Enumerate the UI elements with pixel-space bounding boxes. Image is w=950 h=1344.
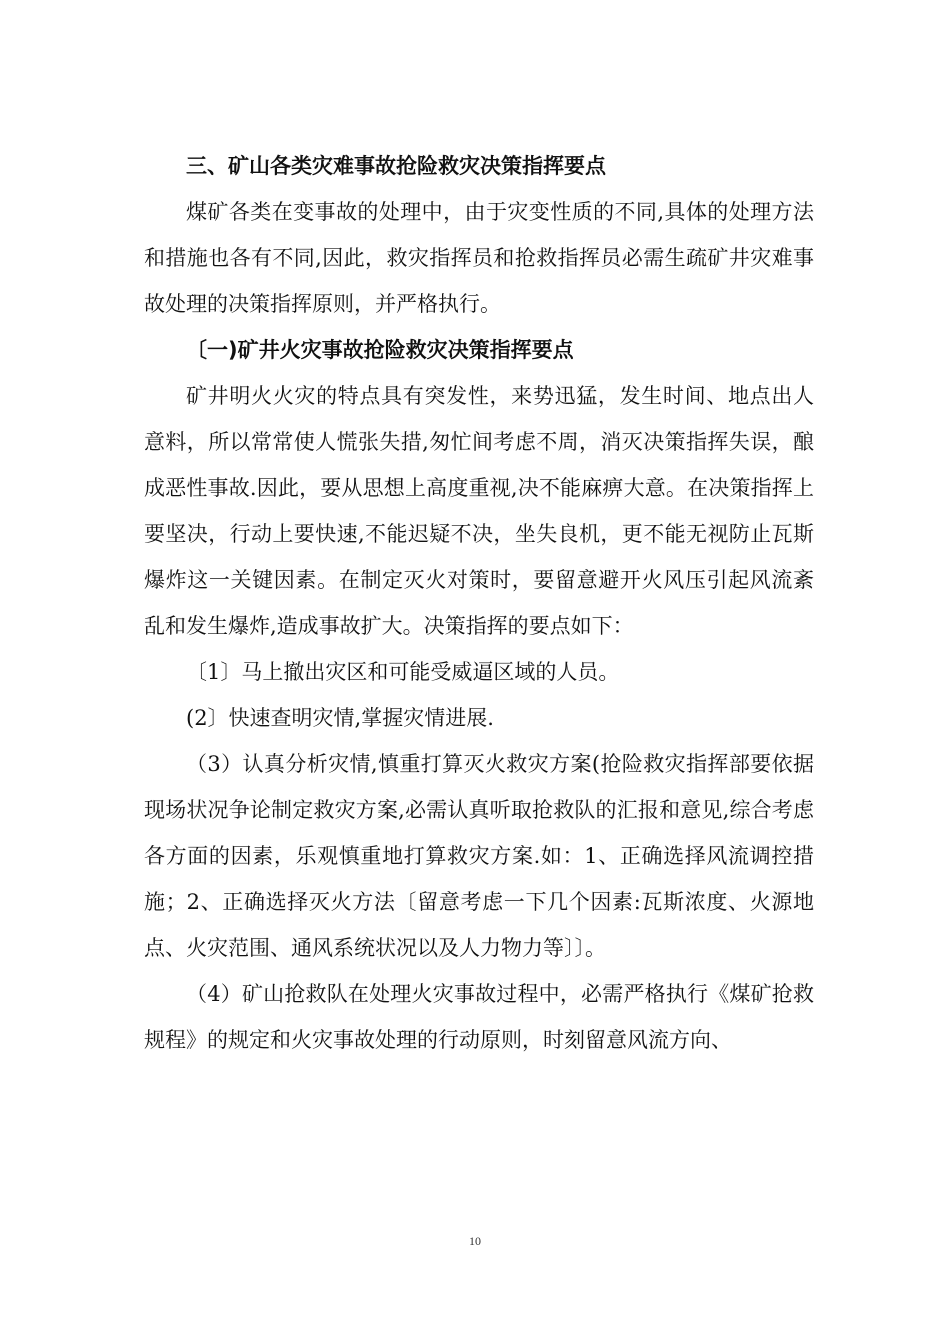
list-item-1: 〔1〕马上撤出灾区和可能受威逼区域的人员。	[186, 660, 620, 684]
list-item-3: （3）认真分析灾情,慎重打算灭火救灾方案(抢险救灾指挥部要依据现场状况争论制定救灾方案,必需认真听取抢救队的汇报和意见,综合考虑各方面的因素，乐观慎重地打算救灾方案.如：1、正确选择风流调控措施；2、正确选择灭火方法〔留意考虑一下几个因素:瓦斯浓度、火源地点、火灾范围、通风系统状况以及人力物力等〕〕。	[144, 752, 814, 960]
section-heading: 三、矿山各类灾难事故抢险救灾决策指挥要点	[186, 154, 606, 178]
list-item-2: (2〕快速查明灾情,掌握灾情进展.	[186, 706, 494, 730]
list-item-4: （4）矿山抢救队在处理火灾事故过程中，必需严格执行《煤矿抢救规程》的规定和火灾事故处理的行动原则，时刻留意风流方向、	[144, 982, 814, 1052]
fire-characteristics-paragraph: 矿井明火火灾的特点具有突发性，来势迅猛，发生时间、地点出人意料，所以常常使人慌张失措,匆忙间考虑不周，消灭决策指挥失误，酿成恶性事故.因此，要从思想上高度重视,决不能麻痹大意。在决策指挥上要坚决，行动上要快速,不能迟疑不决，坐失良机，更不能无视防止瓦斯爆炸这一关键因素。在制定灭火对策时，要留意避开火风压引起风流紊乱和发生爆炸,造成事故扩大。决策指挥的要点如下：	[144, 384, 814, 638]
document-body	[144, 143, 814, 1063]
intro-paragraph: 煤矿各类在变事故的处理中，由于灾变性质的不同,具体的处理方法和措施也各有不同,因此，救灾指挥员和抢救指挥员必需生疏矿井灾难事故处理的决策指挥原则，并严格执行。	[144, 200, 814, 316]
subsection-heading: 〔一)矿井火灾事故抢险救灾决策指挥要点	[186, 338, 574, 362]
page-number: 10	[469, 1234, 481, 1248]
